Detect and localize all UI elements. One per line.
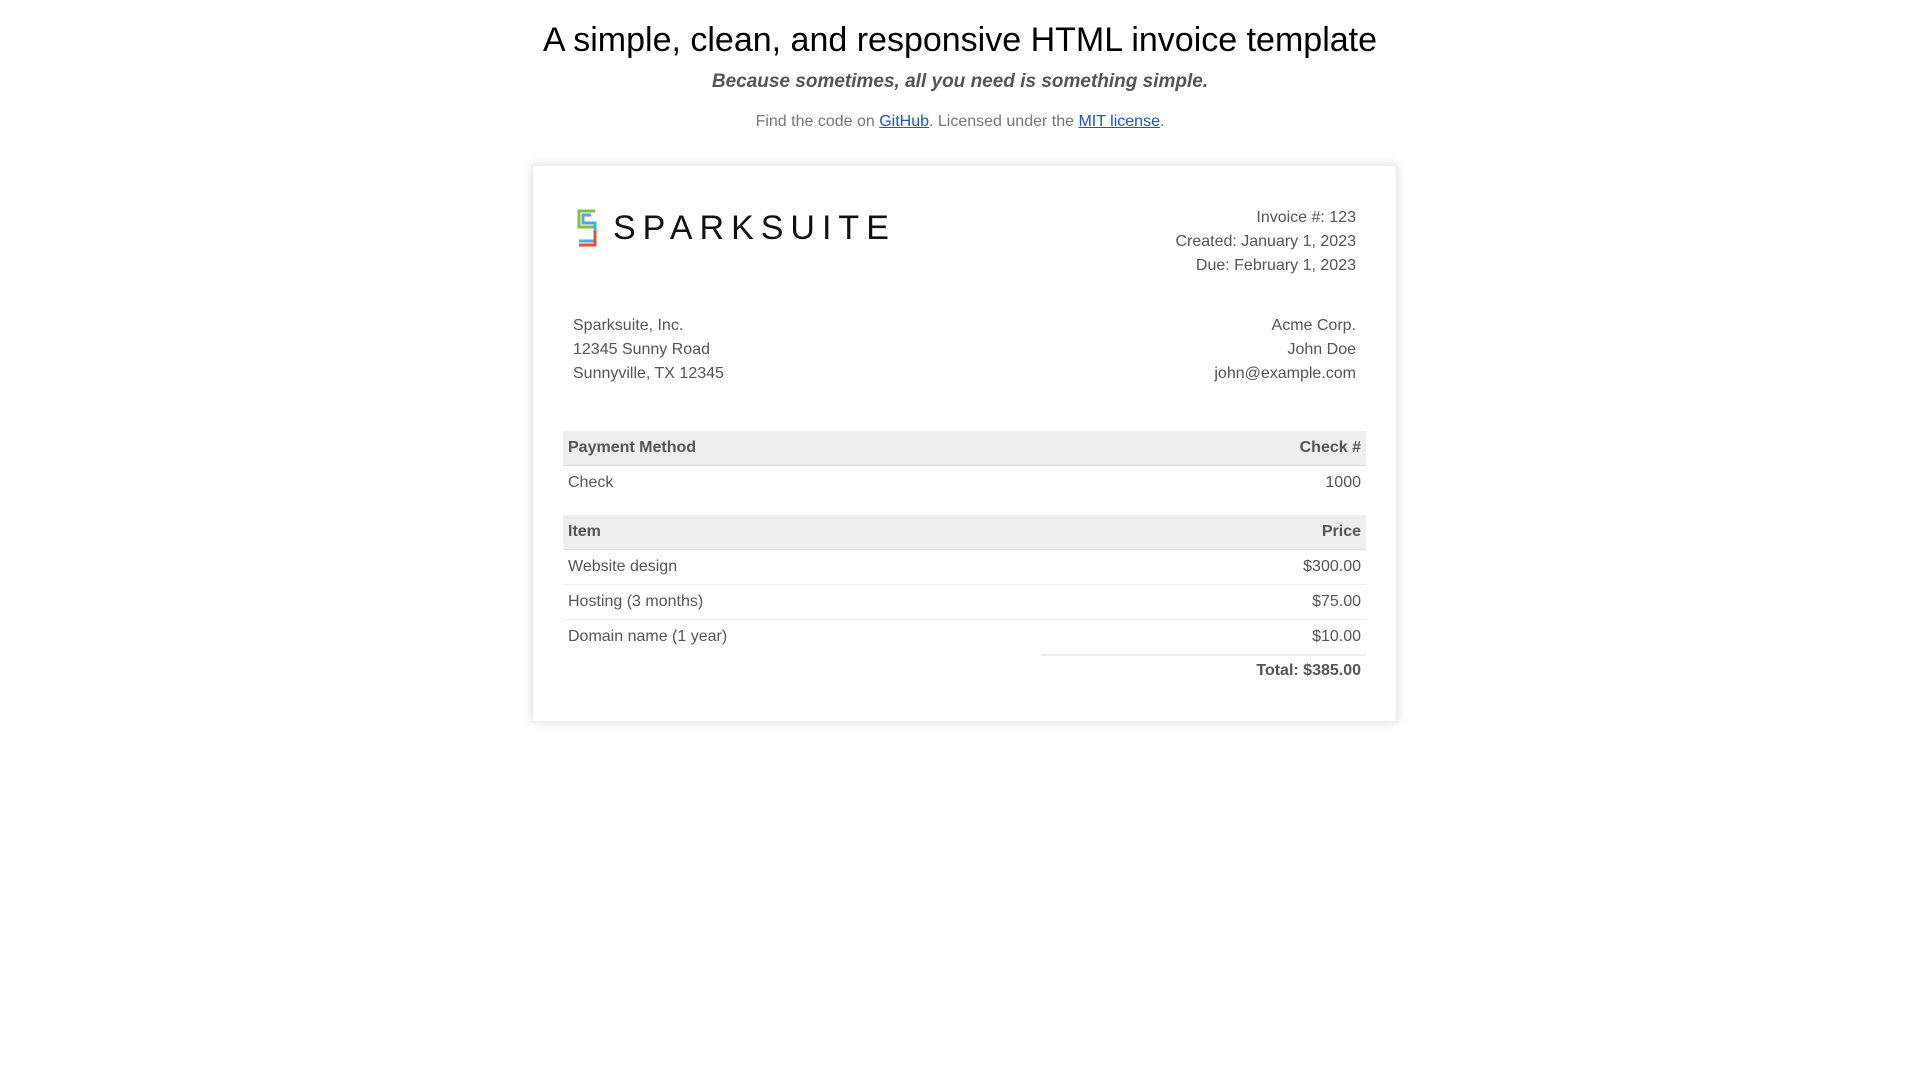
total-divider [1041,654,1366,656]
page-subtitle: Because sometimes, all you need is something simple. [711,71,1209,92]
check-number-value: 1000 [1325,474,1361,491]
credits-line [0,112,1920,132]
to-address [1214,314,1356,386]
payment-method-header: Payment Method [568,439,697,456]
items-heading-row [563,515,1366,550]
invoice-table [563,431,1366,688]
total-amount: Total: $385.00 [1256,662,1361,679]
item-name: Domain name (1 year) [568,628,728,645]
invoice-number: Invoice #: 123 [1256,209,1356,226]
mit-license-link[interactable]: MIT license [1078,113,1160,130]
credits-suffix: . [1159,113,1165,130]
company-logo [573,206,896,250]
total-row [563,654,1366,688]
from-company: Sparksuite, Inc. [573,317,684,334]
item-row [563,550,1366,585]
payment-heading-row [563,431,1366,466]
check-number-header: Check # [1299,439,1361,456]
item-price: $10.00 [1312,628,1361,645]
invoice-top-row [573,206,1356,286]
item-name: Website design [568,558,678,575]
to-email: john@example.com [1214,365,1356,382]
credits-middle: . Licensed under the [929,113,1079,130]
logo-stroke-red [579,231,595,245]
item-row [563,585,1366,620]
invoice-meta [1175,206,1356,278]
item-name: Hosting (3 months) [568,593,704,610]
invoice-box [532,165,1397,722]
item-price: $300.00 [1303,558,1361,575]
invoice-due-date: Due: February 1, 2023 [1195,257,1356,274]
logo-wordmark: SPARKSUITE [613,209,896,247]
payment-method-value: Check [568,474,614,491]
to-company: Acme Corp. [1271,317,1356,334]
to-name: John Doe [1287,341,1356,358]
from-street: 12345 Sunny Road [573,341,710,358]
payment-details-row [563,466,1366,515]
from-address [573,314,724,386]
item-row [563,620,1366,654]
from-city: Sunnyville, TX 12345 [573,365,724,382]
page-header [0,0,1920,132]
page-title: A simple, clean, and responsive HTML invoice template [542,21,1378,59]
item-price: $75.00 [1312,593,1361,610]
sparksuite-logo-icon [573,207,601,249]
github-link[interactable]: GitHub [879,113,930,130]
invoice-created-date: Created: January 1, 2023 [1175,233,1356,250]
credits-prefix: Find the code on [755,113,880,130]
logo-stroke-green [579,211,595,227]
item-header: Item [568,523,601,540]
price-header: Price [1321,523,1361,540]
